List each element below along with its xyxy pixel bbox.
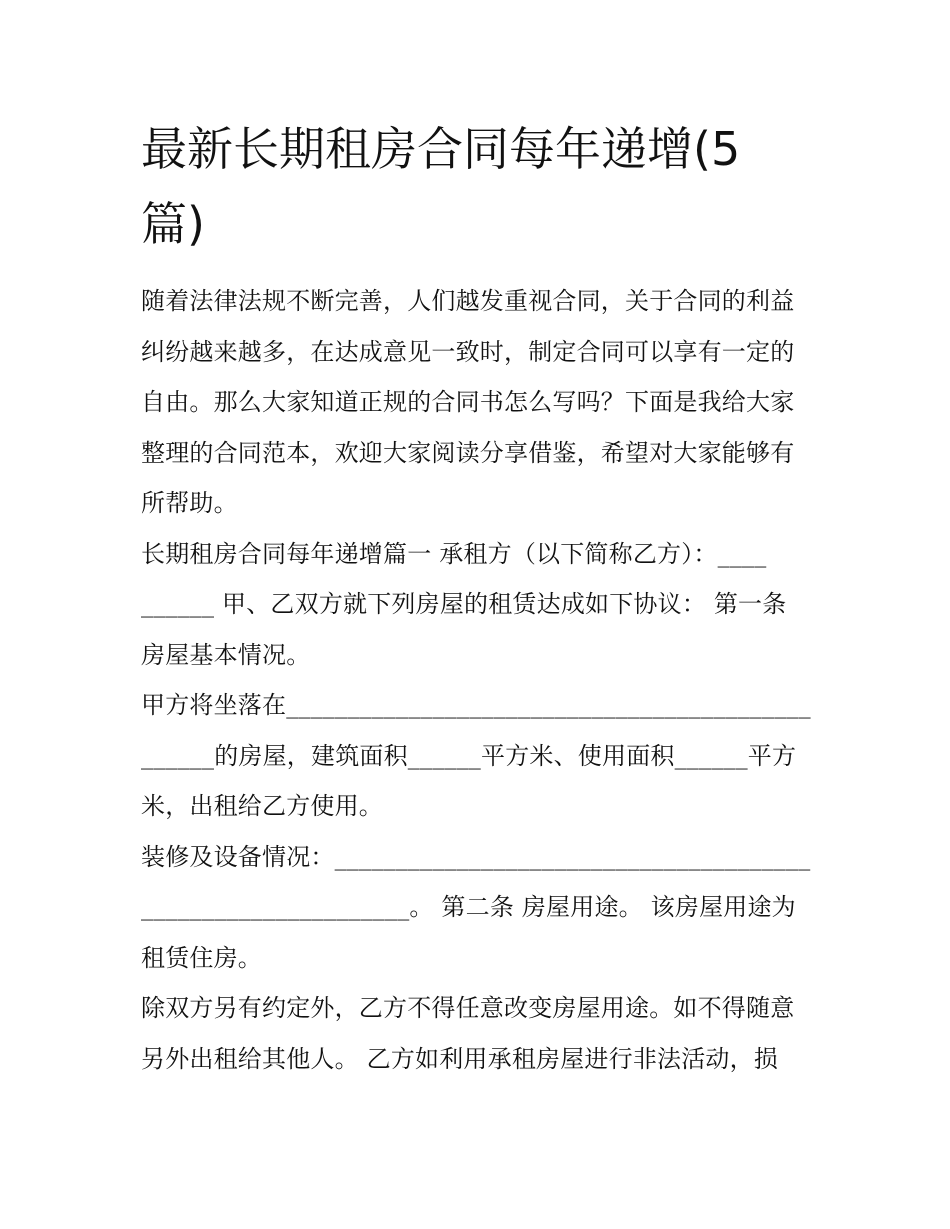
text-line: 除双方另有约定外，乙方不得任意改变房屋用途。如不得随意 — [141, 994, 795, 1022]
text-line: 自由。那么大家知道正规的合同书怎么写吗？下面是我给大家 — [141, 388, 795, 416]
decoration-paragraph — [141, 832, 813, 984]
text-line: 整理的合同范本，欢迎大家阅读分享借鉴，希望对大家能够有 — [141, 438, 795, 467]
property-location-paragraph — [141, 680, 813, 832]
intro-paragraph — [141, 276, 813, 529]
text-line: 房屋基本情况。 — [141, 640, 311, 669]
text-line: 所帮助。 — [141, 489, 238, 517]
text-line: 租赁住房。 — [141, 943, 262, 972]
text-line: 另外出租给其他人。 乙方如利用承租房屋进行非法活动，损 — [141, 1044, 779, 1073]
text-line: 甲方将坐落在___________________________________________ — [141, 691, 811, 719]
title-line: 最新长期租房合同每年递增(5 — [141, 122, 741, 176]
usage-restriction-paragraph — [141, 983, 813, 1084]
text-line: 纠纷越来越多，在达成意见一致时，制定合同可以享有一定的 — [141, 337, 795, 366]
text-line: ______________________。 第二条 房屋用途。 该房屋用途为 — [141, 893, 796, 921]
title-line: 篇) — [141, 197, 205, 251]
document-title — [141, 112, 813, 262]
contract-parties-paragraph — [141, 529, 813, 681]
text-line: 长期租房合同每年递增篇一 承租方（以下简称乙方）：____ — [141, 539, 767, 568]
text-line: 随着法律法规不断完善，人们越发重视合同，关于合同的利益 — [141, 287, 795, 315]
text-line: 米，出租给乙方使用。 — [141, 792, 383, 820]
text-line: ______ 甲、乙双方就下列房屋的租赁达成如下协议： 第一条 — [141, 590, 787, 618]
text-line: ______的房屋，建筑面积______平方米、使用面积______平方 — [141, 741, 797, 770]
text-line: 装修及设备情况：_______________________________________ — [141, 842, 811, 871]
document-body — [141, 112, 813, 1084]
